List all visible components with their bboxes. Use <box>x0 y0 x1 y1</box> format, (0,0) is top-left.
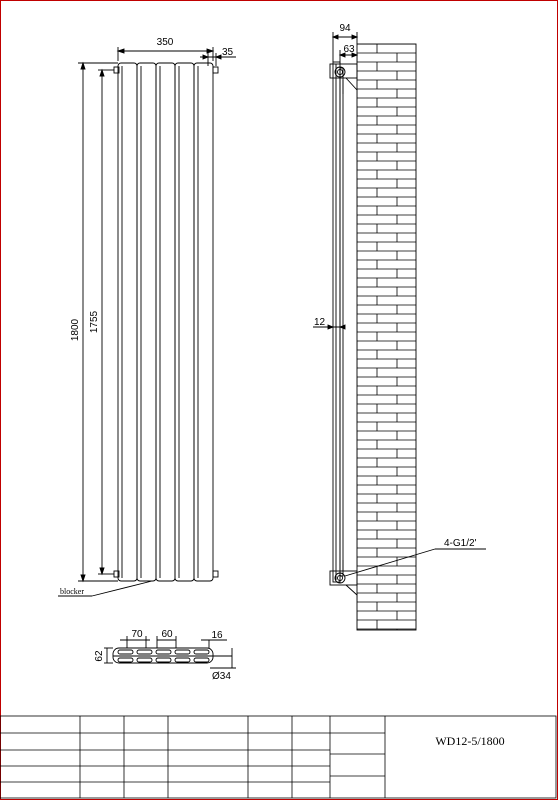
top-bracket <box>330 64 357 94</box>
front-view <box>58 47 236 596</box>
spacing-label: 70 <box>131 629 143 640</box>
depth-label-section: 62 <box>94 650 105 662</box>
pipe-label: Ø34 <box>212 671 231 682</box>
radiator-profile <box>333 62 340 582</box>
bottom-bracket <box>330 560 357 595</box>
width-label: 350 <box>156 37 174 48</box>
section-view-labels <box>94 629 231 682</box>
panel-5 <box>194 63 213 581</box>
model-number: WD12-5/1800 <box>435 734 505 748</box>
brick-wall <box>357 44 416 630</box>
panel-3 <box>156 63 175 581</box>
panel-2 <box>137 63 156 581</box>
dimension-centers <box>98 70 114 574</box>
edge-label: 35 <box>222 47 234 58</box>
panel-width-label: 60 <box>161 629 173 640</box>
dimension-width <box>118 47 213 61</box>
front-view-labels <box>60 37 234 596</box>
gap-label: 12 <box>314 317 326 328</box>
radiator-panels <box>114 63 218 581</box>
connection-label: 4-G1/2' <box>444 538 477 549</box>
title-block <box>0 716 556 798</box>
thickness-label: 16 <box>211 630 223 641</box>
panel-4 <box>175 63 194 581</box>
centers-label: 1755 <box>89 310 100 334</box>
bracket-label: 63 <box>343 44 355 55</box>
blocker-label: blocker <box>60 587 84 596</box>
panel-1 <box>118 63 137 581</box>
depth-label: 94 <box>339 23 351 34</box>
height-label: 1800 <box>70 318 81 342</box>
